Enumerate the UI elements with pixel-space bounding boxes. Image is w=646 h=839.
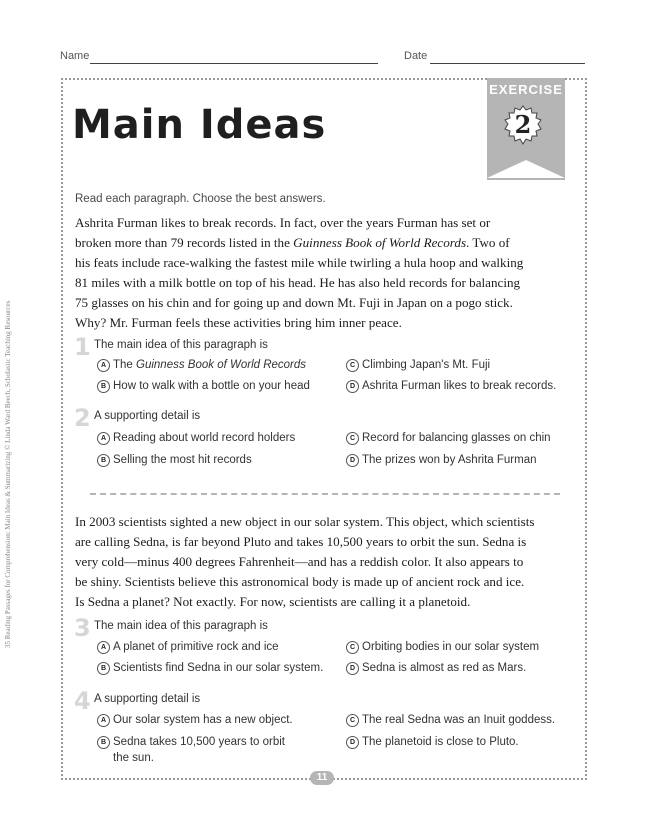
question-3-option-b[interactable]: B Scientists find Sedna in our solar system. [97,662,323,675]
question-3-option-c[interactable]: C Orbiting bodies in our solar system [346,641,539,654]
bubble-b-icon[interactable]: B [97,380,110,393]
exercise-label: EXERCISE [489,82,563,97]
bubble-b-icon[interactable]: B [97,736,110,749]
question-4-option-a[interactable]: A Our solar system has a new object. [97,714,293,727]
exercise-tab-notch [487,160,565,178]
section-divider [90,493,560,495]
date-label: Date [404,50,428,62]
question-4-option-b[interactable]: B Sedna takes 10,500 years to orbit [97,736,285,749]
question-2-option-b[interactable]: B Selling the most hit records [97,454,252,467]
bubble-d-icon[interactable]: D [346,380,359,393]
question-3-option-a[interactable]: A A planet of primitive rock and ice [97,641,279,654]
passage-1 [75,213,570,333]
bubble-a-icon[interactable]: A [97,714,110,727]
question-1-option-b[interactable]: B How to walk with a bottle on your head [97,380,310,393]
question-4-number: 4 [74,687,91,715]
side-credit: 35 Reading Passages for Comprehension: Main Ideas & Summarizing © Linda Ward Beech, Scholastic Teaching Resources [4,300,12,648]
bubble-d-icon[interactable]: D [346,736,359,749]
question-2-option-c[interactable]: C Record for balancing glasses on chin [346,432,551,445]
bubble-b-icon[interactable]: B [97,454,110,467]
page-number: 11 [310,771,334,785]
question-4-stem: A supporting detail is [94,693,201,705]
bubble-c-icon[interactable]: C [346,714,359,727]
bubble-b-icon[interactable]: B [97,662,110,675]
bubble-a-icon[interactable]: A [97,359,110,372]
passage-1-line: broken more than 79 records listed in the Guinness Book of World Records. Two of [75,235,510,250]
question-2-number: 2 [74,404,91,432]
question-1-option-c[interactable]: C Climbing Japan's Mt. Fuji [346,359,490,372]
passage-1-line: his feats include race-walking the fastest mile while twirling a hula hoop and walking [75,255,524,270]
question-1-stem: The main idea of this paragraph is [94,339,268,351]
passage-2 [75,512,570,612]
bubble-a-icon[interactable]: A [97,432,110,445]
instructions: Read each paragraph. Choose the best answers. [75,193,326,205]
exercise-number: 2 [514,110,532,139]
question-3-number: 3 [74,614,91,642]
bubble-c-icon[interactable]: C [346,432,359,445]
question-3-stem: The main idea of this paragraph is [94,620,268,632]
question-1-option-a[interactable]: A The Guinness Book of World Records [97,359,306,372]
bubble-d-icon[interactable]: D [346,662,359,675]
question-4-option-d[interactable]: D The planetoid is close to Pluto. [346,736,519,749]
date-line[interactable] [430,63,585,64]
passage-2-line: are calling Sedna, is far beyond Pluto and takes 10,500 years to orbit the sun. Sedna is [75,534,527,549]
passage-1-line: Why? Mr. Furman feels these activities bring him inner peace. [75,315,402,330]
passage-2-line: be shiny. Scientists believe this astronomical body is made up of ancient rock and ice. [75,574,525,589]
bubble-c-icon[interactable]: C [346,641,359,654]
passage-2-line: very cold—minus 400 degrees Fahrenheit—and has a reddish color. It also appears to [75,554,524,569]
question-1-option-d[interactable]: D Ashrita Furman likes to break records. [346,380,556,393]
question-4-option-b-cont: the sun. [113,752,154,764]
passage-1-line: Ashrita Furman likes to break records. In fact, over the years Furman has set or [75,215,491,230]
question-3-option-d[interactable]: D Sedna is almost as red as Mars. [346,662,526,675]
page-title: Main Ideas [72,102,327,148]
passage-2-line: In 2003 scientists sighted a new object in our solar system. This object, which scientists [75,514,535,529]
bubble-a-icon[interactable]: A [97,641,110,654]
bubble-c-icon[interactable]: C [346,359,359,372]
bubble-d-icon[interactable]: D [346,454,359,467]
name-line[interactable] [90,63,378,64]
passage-1-line: 75 glasses on his chin and for going up and down Mt. Fuji in Japan on a pogo stick. [75,295,513,310]
question-2-option-a[interactable]: A Reading about world record holders [97,432,295,445]
question-2-option-d[interactable]: D The prizes won by Ashrita Furman [346,454,537,467]
passage-2-line: Is Sedna a planet? Not exactly. For now, scientists are calling it a planetoid. [75,594,471,609]
question-4-option-c[interactable]: C The real Sedna was an Inuit goddess. [346,714,555,727]
name-label: Name [60,50,90,62]
passage-1-line: 81 miles with a milk bottle on top of his head. He has also held records for balancing [75,275,521,290]
question-2-stem: A supporting detail is [94,410,201,422]
question-1-number: 1 [74,333,91,361]
